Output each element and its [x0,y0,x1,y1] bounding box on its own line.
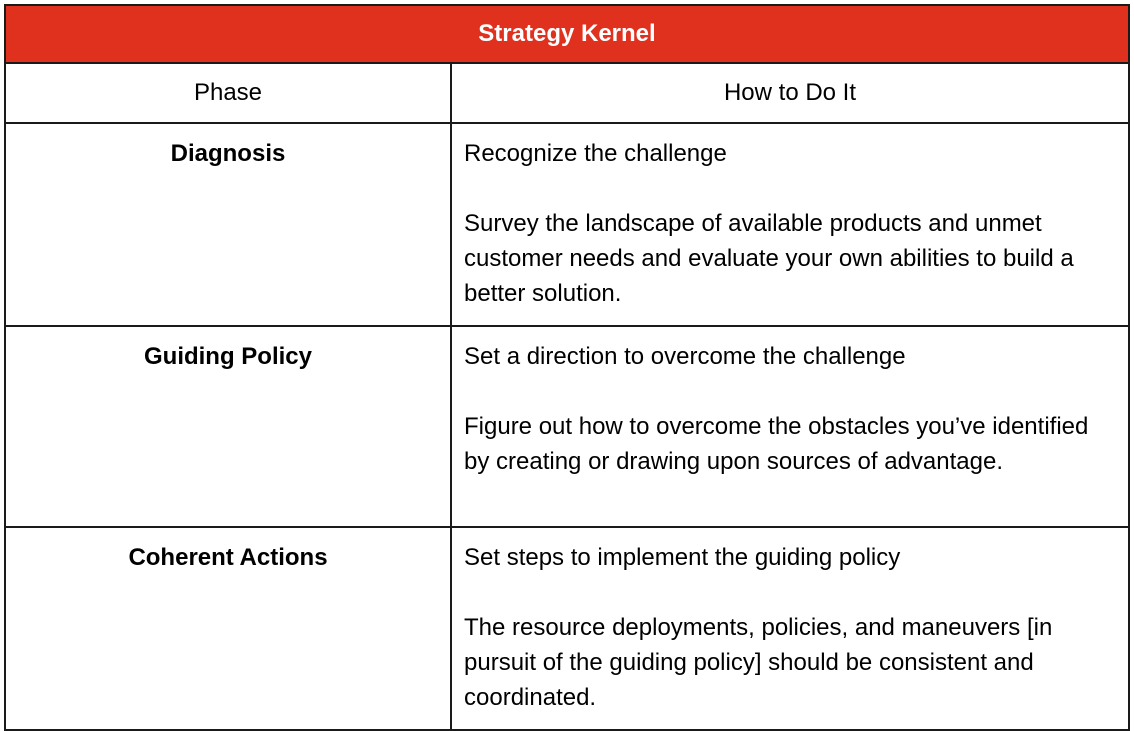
howto-detail: The resource deployments, policies, and maneuvers [in pursuit of the guiding policy] should be consistent and coordinated. [464,614,1053,711]
howto-guiding-policy [451,326,1129,527]
howto-summary: Recognize the challenge [464,140,727,167]
table-row [5,326,1129,527]
column-header-phase: Phase [5,63,451,123]
phase-guiding-policy: Guiding Policy [5,326,451,527]
column-header-how-to-do-it: How to Do It [451,63,1129,123]
title-row [5,5,1129,63]
header-row [5,63,1129,123]
howto-detail: Figure out how to overcome the obstacles you’ve identified by creating or drawing upon sources of advantage. [464,413,1089,475]
howto-summary: Set a direction to overcome the challenge [464,343,906,370]
howto-detail: Survey the landscape of available products and unmet customer needs and evaluate your own abilities to build a better solution. [464,210,1074,307]
table-title: Strategy Kernel [5,5,1129,63]
table-row [5,527,1129,730]
table-row [5,123,1129,326]
phase-diagnosis: Diagnosis [5,123,451,326]
howto-diagnosis [451,123,1129,326]
strategy-kernel-table [4,4,1130,731]
howto-coherent-actions [451,527,1129,730]
howto-summary: Set steps to implement the guiding policy [464,544,901,571]
phase-coherent-actions: Coherent Actions [5,527,451,730]
